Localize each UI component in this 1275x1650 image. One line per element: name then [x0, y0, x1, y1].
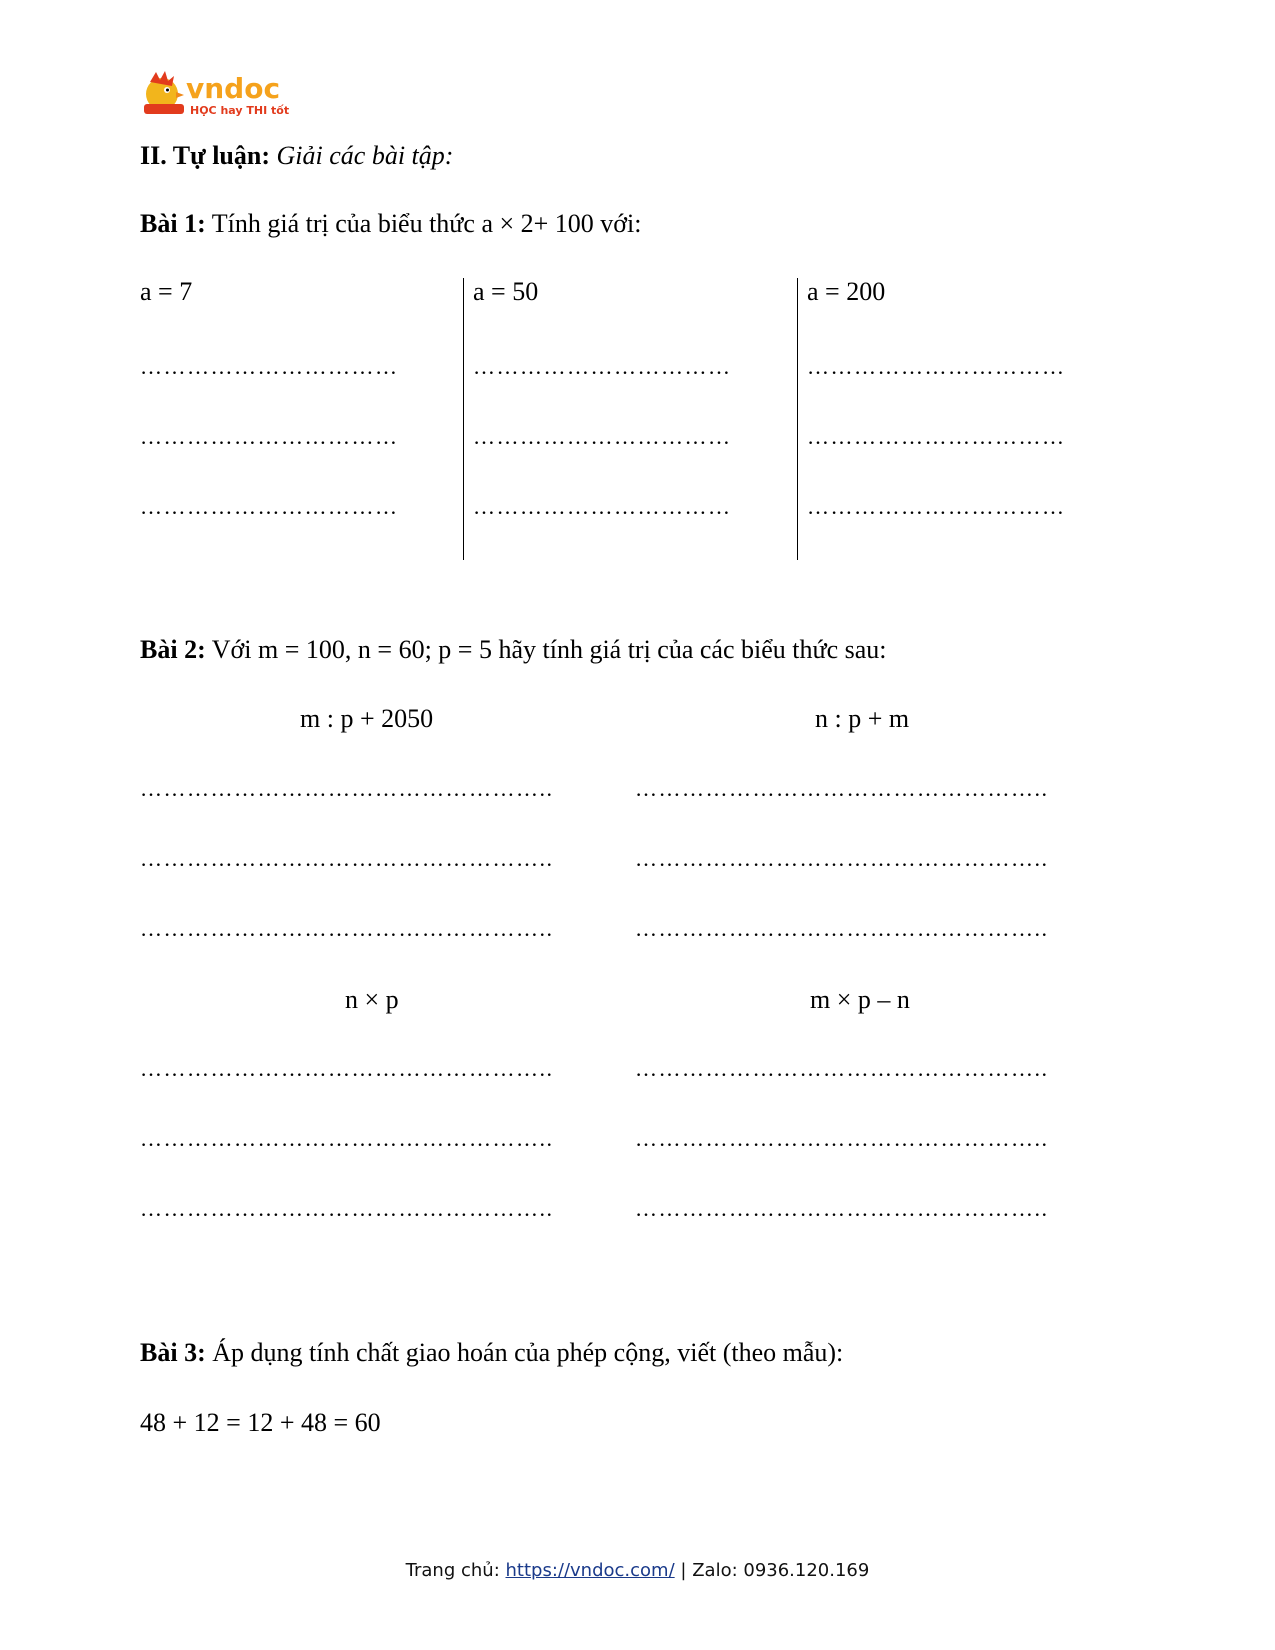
answer-line[interactable]: ……………………………………………..	[140, 846, 554, 871]
footer-home-link[interactable]: https://vndoc.com/	[505, 1560, 675, 1581]
answer-line[interactable]: ……………………………………………..	[635, 776, 1049, 801]
bai3-label: Bài 3:	[140, 1338, 206, 1367]
answer-line[interactable]: ……………………………	[473, 494, 732, 519]
answer-line[interactable]: ……………………………………………..	[140, 1196, 554, 1221]
answer-line[interactable]: ……………………………………………..	[140, 1126, 554, 1151]
svg-text:HỌC hay THI tốt: HỌC hay THI tốt	[190, 104, 290, 117]
column-divider	[797, 278, 798, 560]
bai3-heading	[140, 1337, 843, 1368]
bai2-heading	[140, 634, 887, 665]
answer-line[interactable]: ……………………………	[140, 494, 399, 519]
bai1-case-3: a = 200	[807, 277, 886, 306]
answer-line[interactable]: ……………………………	[473, 424, 732, 449]
section-heading	[140, 140, 453, 171]
bai3-text: Áp dụng tính chất giao hoán của phép cộng, viết (theo mẫu):	[212, 1338, 844, 1367]
section-title: II. Tự luận:	[140, 141, 271, 170]
bai1-case-2: a = 50	[473, 277, 539, 306]
answer-line[interactable]: ……………………………………………..	[140, 776, 554, 801]
bai1-label: Bài 1:	[140, 209, 206, 238]
footer-home-label: Trang chủ:	[405, 1560, 500, 1581]
answer-line[interactable]: ……………………………………………..	[635, 916, 1049, 941]
footer-zalo: Zalo: 0936.120.169	[692, 1560, 870, 1581]
bai1-heading	[140, 208, 642, 239]
bai2-expression-1: m : p + 2050	[300, 704, 434, 733]
answer-line[interactable]: ……………………………	[807, 494, 1066, 519]
answer-line[interactable]: ……………………………………………..	[635, 846, 1049, 871]
answer-line[interactable]: ……………………………………………..	[635, 1126, 1049, 1151]
bai2-expression-4: m × p – n	[810, 985, 910, 1014]
bai2-label: Bài 2:	[140, 635, 206, 664]
logo-image	[140, 68, 300, 120]
column-divider	[463, 278, 464, 560]
bai2-text: Với m = 100, n = 60; p = 5 hãy tính giá trị của các biểu thức sau:	[211, 635, 887, 664]
answer-line[interactable]: ……………………………	[140, 354, 399, 379]
bai2-expression-2: n : p + m	[815, 704, 910, 733]
answer-line[interactable]: ……………………………	[473, 354, 732, 379]
page-footer	[0, 1560, 1275, 1581]
bai2-expression-3: n × p	[345, 985, 399, 1014]
svg-text:vndoc: vndoc	[186, 72, 281, 105]
answer-line[interactable]: ……………………………	[140, 424, 399, 449]
answer-line[interactable]: ……………………………	[807, 424, 1066, 449]
bai1-text: Tính giá trị của biểu thức a × 2+ 100 với:	[211, 209, 642, 238]
bai1-case-1: a = 7	[140, 277, 193, 306]
vndoc-logo	[140, 68, 300, 120]
answer-line[interactable]: ……………………………	[807, 354, 1066, 379]
answer-line[interactable]: ……………………………………………..	[635, 1196, 1049, 1221]
section-subtitle: Giải các bài tập:	[276, 141, 454, 170]
answer-line[interactable]: ……………………………………………..	[140, 1056, 554, 1081]
footer-separator: |	[680, 1560, 687, 1581]
answer-line[interactable]: ……………………………………………..	[140, 916, 554, 941]
answer-line[interactable]: ……………………………………………..	[635, 1056, 1049, 1081]
bai3-example: 48 + 12 = 12 + 48 = 60	[140, 1408, 381, 1437]
